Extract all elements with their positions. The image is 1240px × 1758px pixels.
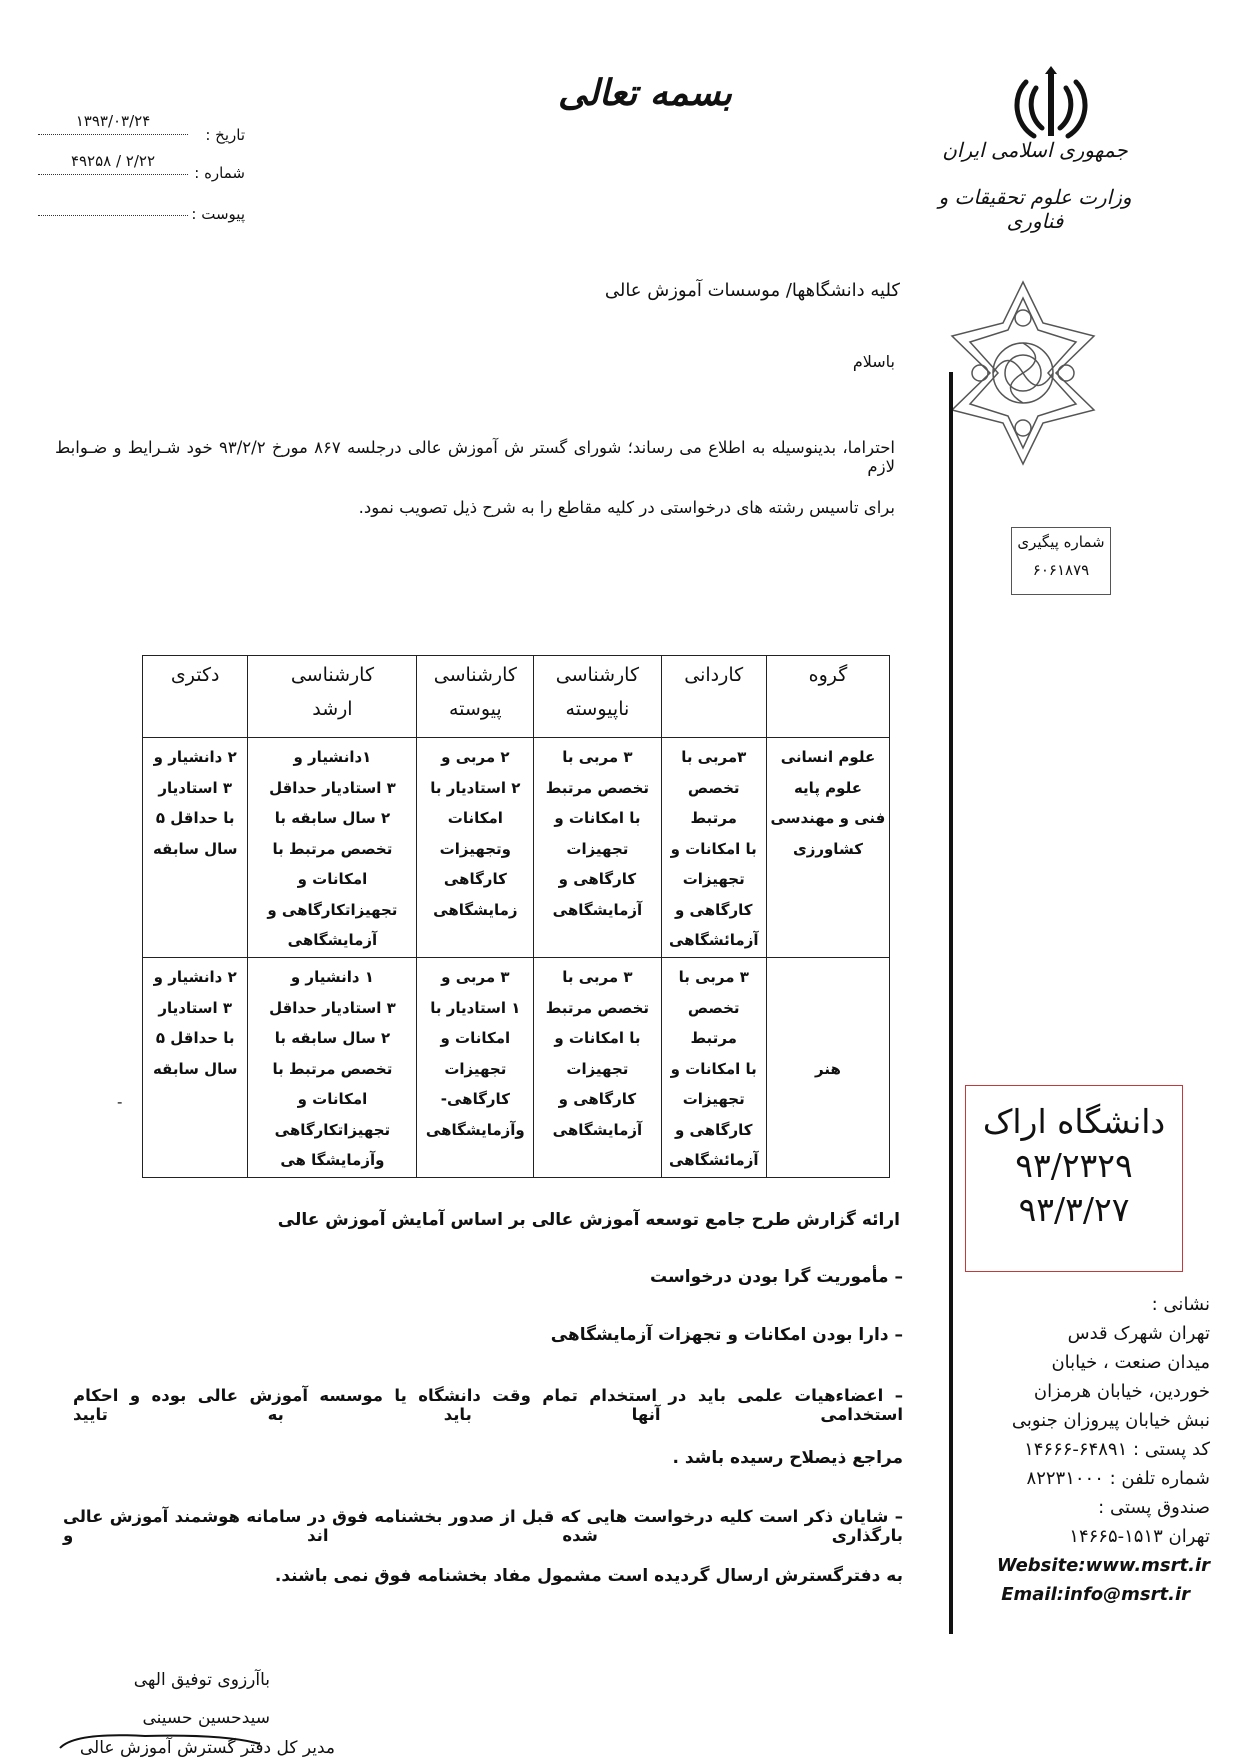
condition-item: – شایان ذکر است کلیه درخواست هایی که قبل از صدور بخشنامه فوق در سامانه هوشمند آموزش عالی بارگذاری شده اند و (63, 1507, 903, 1545)
group-cell: علوم انسانی علوم پایه فنی و مهندسی کشاورزی (766, 738, 889, 958)
table-cell: ۲ مربی و ۲ استادیار با امکانات وتجهیزات کارگاهی زمایشگاهی (417, 738, 534, 958)
address-line: خوردین، خیابان هرمزان (1033, 1381, 1210, 1402)
bismillah-heading: بسمه تعالی (557, 72, 733, 114)
signatory-title: مدیر کل دفتر گسترش آموزش عالی (79, 1738, 335, 1758)
tracking-box (1011, 527, 1111, 595)
condition-item-continued: مراجع ذیصلاح رسیده باشد . (672, 1448, 903, 1468)
header-doctorate: دکتری (143, 656, 248, 738)
pobox-value: تهران ۱۵۱۳-۱۴۶۶۵ (1069, 1526, 1210, 1547)
stamp-university: دانشگاه اراک (982, 1102, 1166, 1141)
table-cell: ۳ مربی و ۱ استادیار با امکانات و تجهیزات کارگاهی- وآزمایشگاهی (417, 958, 534, 1178)
postal-code: کد پستی : ۶۴۸۹۱-۱۴۶۶۶ (1024, 1439, 1210, 1460)
attachment-label: پیوست : (191, 205, 245, 223)
table-cell: ۳ مربی با تخصص مرتبط با امکانات و تجهیزات کارگاهی و آزمایشگاهی (534, 738, 661, 958)
condition-item: – اعضاءهیات علمی باید در استخدام تمام وقت دانشگاه یا موسسه آموزش عالی بوده و احکام استخدامی آنها باید به تایید (73, 1386, 903, 1424)
email-link[interactable]: Email:info@msrt.ir (1001, 1584, 1190, 1605)
table-cell: ۱ دانشیار و ۳ استادیار حداقل ۲ سال سابقه با تخصص مرتبط با امکانات و تجهیزاتکارگاهی وآزمایشگا هی (248, 958, 417, 1178)
header-group: گروه (766, 656, 889, 738)
stamp-number: ۹۳/۲۳۲۹ (1015, 1146, 1133, 1185)
address-line: نبش خیابان پیروزان جنوبی (1011, 1410, 1210, 1431)
condition-item: – دارا بودن امکانات و تجهزات آزمایشگاهی (550, 1325, 903, 1345)
table-cell: ۲ دانشیار و ۳ استادیار با حداقل ۵ سال سابقه (143, 738, 248, 958)
signatory-name: سیدحسین حسینی (142, 1708, 270, 1728)
tracking-label: شماره پیگیری (1017, 533, 1105, 551)
phone-number: شماره تلفن : ۸۲۲۳۱۰۰۰ (1026, 1468, 1210, 1489)
condition-item: – مأموریت گرا بودن درخواست (650, 1267, 903, 1287)
margin-dash: - (117, 1093, 123, 1111)
greeting: باسلام (852, 352, 895, 371)
ornament-icon (948, 278, 1098, 468)
table-cell: ۱دانشیار و ۳ استادیار حداقل ۲ سال سابقه با تخصص مرتبط با امکانات و تجهیزاتکارگاهی و آزمایشگاهی (248, 738, 417, 958)
number-value: ۴۹۲۵۸ / ۲/۲۲ (38, 152, 188, 175)
condition-item-continued: به دفترگسترش ارسال گردیده است مشمول مفاد بخشنامه فوق نمی باشند. (274, 1566, 903, 1586)
ministry-name: وزارت علوم تحقیقات و فناوری (938, 185, 1132, 233)
number-label: شماره : (194, 164, 245, 182)
header-bachelor-continuous: کارشناسی پیوسته (417, 656, 534, 738)
table-cell: ۲ دانشیار و ۳ استادیار با حداقل ۵ سال سابقه (143, 958, 248, 1178)
table-cell: ۳ مربی با تخصص مرتبط با امکانات و تجهیزات کارگاهی و آزمائشگاهی (661, 958, 766, 1178)
attachment-value (38, 200, 188, 216)
address-line: تهران شهرک قدس (1067, 1323, 1210, 1344)
conditions-heading: ارائه گزارش طرح جامع توسعه آموزش عالی بر اساس آمایش آموزش عالی (277, 1210, 900, 1230)
received-stamp (965, 1085, 1183, 1272)
intro-line-2: برای تاسیس رشته های درخواستی در کلیه مقاطع را به شرح ذیل تصویب نمود. (358, 498, 895, 517)
address-block (970, 1290, 1210, 1609)
country-name: جمهوری اسلامی ایران (942, 138, 1128, 162)
address-line: میدان صنعت ، خیابان (1051, 1352, 1210, 1373)
table-row (143, 958, 890, 1178)
date-value: ۱۳۹۳/۰۳/۲۴ (38, 112, 188, 135)
website-link[interactable]: Website:www.msrt.ir (996, 1555, 1210, 1576)
iran-emblem-icon (1008, 62, 1094, 148)
table-header-row (143, 656, 890, 738)
address-title: نشانی : (1151, 1294, 1210, 1315)
closing-text: باآرزوی توفیق الهی (133, 1670, 270, 1690)
header-bachelor-discontinuous: کارشناسی ناپیوسته (534, 656, 661, 738)
requirements-table (142, 655, 890, 1178)
pobox-title: صندوق پستی : (1098, 1497, 1210, 1518)
table-row (143, 738, 890, 958)
date-label: تاریخ : (205, 126, 245, 144)
tracking-value: ۶۰۶۱۸۷۹ (1032, 561, 1090, 579)
vertical-rule (949, 372, 953, 1634)
header-associate: کاردانی (661, 656, 766, 738)
stamp-date: ۹۳/۳/۲۷ (1018, 1190, 1130, 1229)
table-cell: ۳ مربی با تخصص مرتبط با امکانات و تجهیزات کارگاهی و آزمایشگاهی (534, 958, 661, 1178)
group-cell: هنر (766, 958, 889, 1178)
intro-line-1: احتراما، بدینوسیله به اطلاع می رساند؛ شورای گستر ش آموزش عالی درجلسه ۸۶۷ مورخ ۹۳/۲/۲ خود شـرایط و ضـوابط لازم (55, 438, 895, 476)
signature-scribble-icon (55, 1730, 265, 1753)
recipient: کلیه دانشگاهها/ موسسات آموزش عالی (604, 280, 900, 301)
header-masters: کارشناسی ارشد (248, 656, 417, 738)
table-cell: ۳مربی با تخصص مرتبط با امکانات و تجهیزات کارگاهی و آزمائشگاهی (661, 738, 766, 958)
